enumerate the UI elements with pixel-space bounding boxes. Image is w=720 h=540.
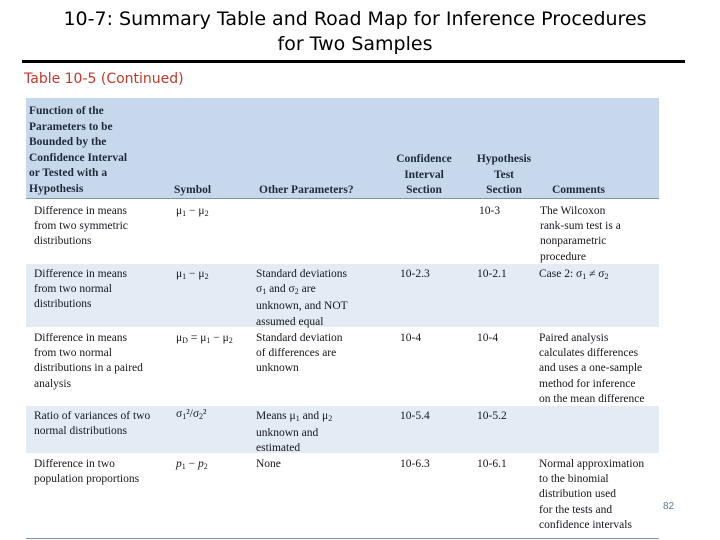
header-other-parameters: Other Parameters? bbox=[259, 184, 354, 196]
row-other-parameters: Standard deviations $\sigma_1$ and $\sigma_2$ are unknown, and NOT assumed equal bbox=[256, 268, 348, 328]
row-function: Difference in two population proportions bbox=[34, 458, 140, 486]
header-function: Function of the Parameters to be Bounded by the Confidence Interval or Tested with a Hypothesis bbox=[29, 105, 128, 195]
summary-table bbox=[26, 98, 676, 538]
row-ht-section: 10-2.1 bbox=[477, 268, 507, 280]
slide-title-line2: for Two Samples bbox=[277, 33, 433, 55]
row-symbol: $\mu_1 - \mu_2$ bbox=[176, 268, 209, 281]
table-caption: Table 10-5 (Continued) bbox=[24, 71, 184, 87]
header-ht-section: Hypothesis Test Section bbox=[476, 153, 532, 196]
row-function: Difference in means from two normal distributions in a paired analysis bbox=[34, 332, 143, 390]
table-row bbox=[26, 328, 659, 406]
row-comments: The Wilcoxon rank-sum test is a nonparametric procedure bbox=[540, 205, 621, 263]
row-ci-section: 10-4 bbox=[400, 332, 422, 344]
row-comments: Normal approximation to the binomial distribution used for the tests and confidence intervals bbox=[539, 458, 645, 531]
slide-title bbox=[20, 7, 690, 57]
row-ht-section: 10-3 bbox=[479, 205, 501, 217]
row-symbol: $\sigma_1^2/\sigma_2^2$ bbox=[176, 408, 207, 421]
row-symbol: $\mu_D = \mu_1 - \mu_2$ bbox=[176, 332, 233, 345]
row-other-parameters: Means $\mu_1$ and $\mu_2$ unknown and estimated bbox=[256, 410, 333, 455]
row-ht-section: 10-4 bbox=[477, 332, 499, 344]
row-comments: Paired analysis calculates differences and uses a one-sample method for inference on the mean difference bbox=[539, 332, 645, 405]
row-ci-section: 10-6.3 bbox=[400, 458, 430, 470]
table-row bbox=[26, 454, 659, 536]
title-underline bbox=[22, 60, 685, 63]
row-ht-section: 10-6.1 bbox=[477, 458, 507, 470]
row-ci-section: 10-5.4 bbox=[400, 410, 430, 422]
row-other-parameters: Standard deviation of differences are unknown bbox=[256, 332, 343, 375]
row-function: Difference in means from two symmetric distributions bbox=[34, 205, 128, 248]
table-bottom-rule bbox=[26, 538, 659, 539]
table-row bbox=[26, 200, 659, 263]
table-header bbox=[26, 98, 659, 199]
header-comments: Comments bbox=[552, 184, 606, 196]
row-ht-section: 10-5.2 bbox=[477, 410, 507, 422]
row-function: Difference in means from two normal distributions bbox=[34, 268, 128, 311]
slide-title-line1: 10-7: Summary Table and Road Map for Inference Procedures bbox=[63, 8, 647, 30]
row-comments: Case 2: $\sigma_1 \ne \sigma_2$ bbox=[539, 268, 609, 281]
table-row bbox=[26, 264, 659, 327]
row-symbol: $\mu_1 - \mu_2$ bbox=[176, 205, 209, 218]
row-symbol: $p_1 - p_2$ bbox=[176, 458, 208, 471]
row-ci-section: 10-2.3 bbox=[400, 268, 430, 280]
header-ci-section: Confidence Interval Section bbox=[396, 153, 452, 196]
page-number: 82 bbox=[663, 501, 675, 512]
row-other-parameters: None bbox=[256, 458, 281, 470]
header-symbol: Symbol bbox=[174, 184, 212, 196]
row-function: Ratio of variances of two normal distributions bbox=[34, 410, 151, 438]
table-row bbox=[26, 406, 659, 453]
